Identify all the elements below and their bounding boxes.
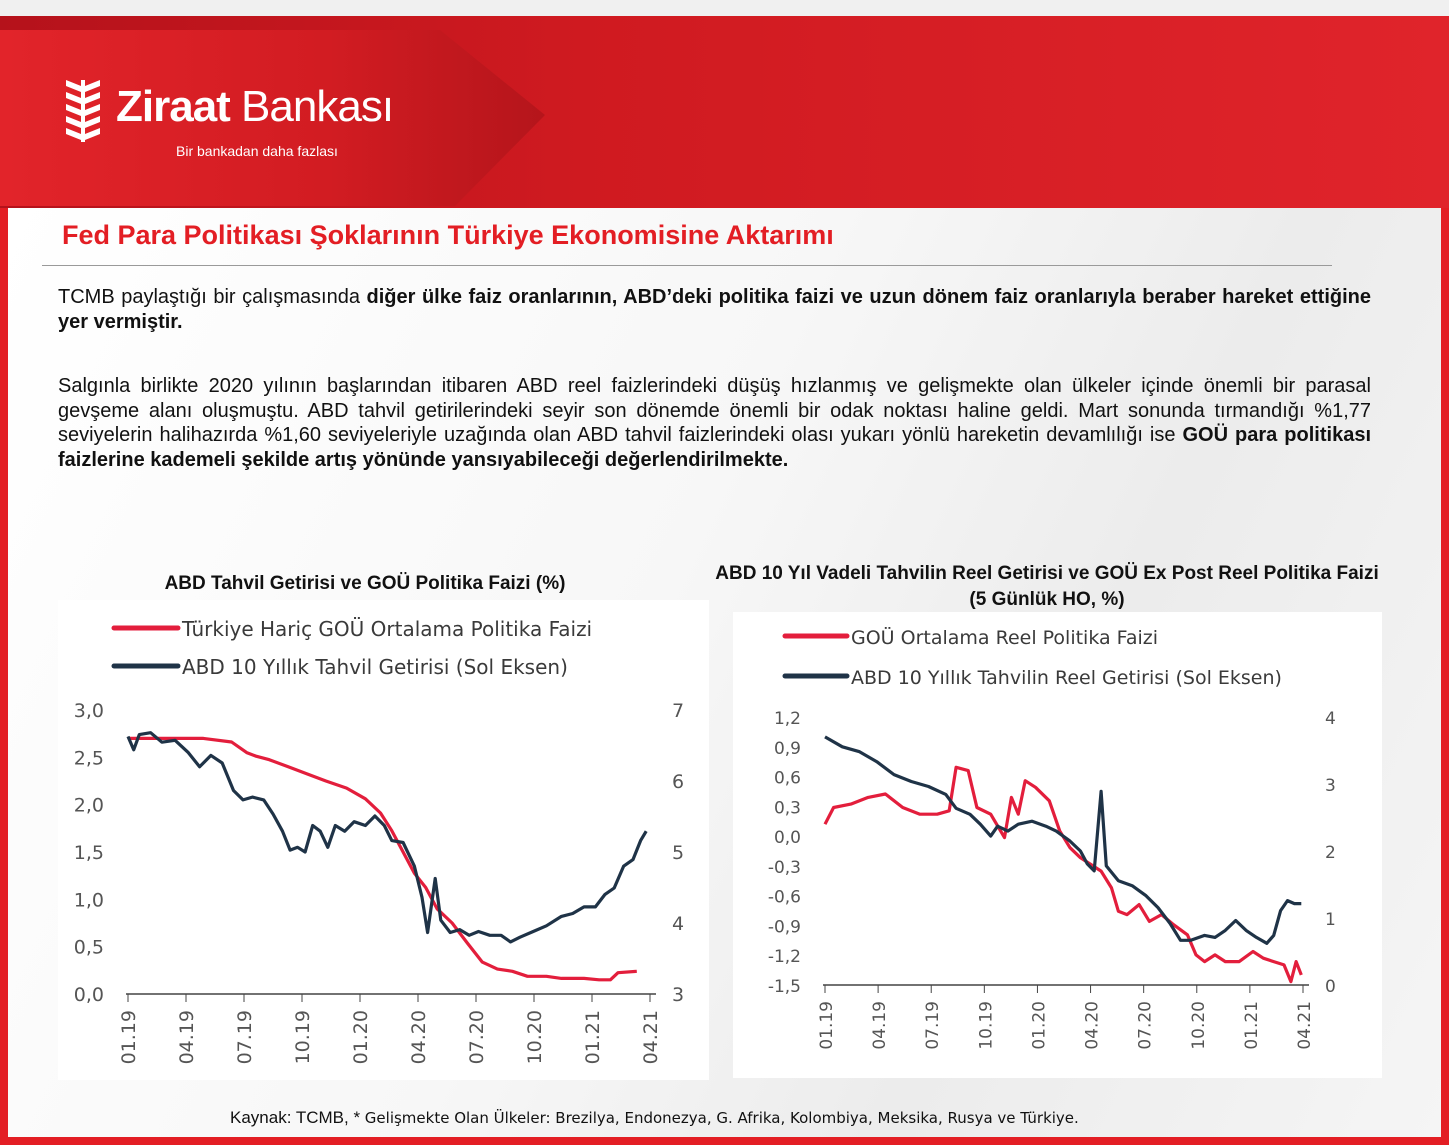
chart-1-y-right-tick: 6	[672, 771, 685, 793]
chart-2-legend-label-1: ABD 10 Yıllık Tahvilin Reel Getirisi (Sol Eksen)	[851, 667, 1282, 689]
chart-2-y-left-tick: -1,2	[767, 947, 801, 968]
chart-1-y-left-tick: 3,0	[73, 700, 104, 722]
chart-2-y-right-tick: 2	[1325, 843, 1336, 863]
chart-1-y-left-tick: 0,0	[73, 984, 104, 1006]
chart-2-y-left-tick: 0,9	[773, 738, 801, 759]
chart-1-legend-label-1: ABD 10 Yıllık Tahvil Getirisi (Sol Eksen)	[182, 655, 568, 679]
chart-2-y-left-tick: -1,5	[767, 977, 801, 997]
left-border	[0, 208, 8, 1145]
chart-1-y-left-tick: 2,0	[73, 794, 104, 817]
brand-name	[116, 82, 393, 132]
chart-1-series-line-0	[128, 738, 637, 979]
chart-2-series-line-0	[825, 767, 1301, 981]
chart-2-y-left-tick: 0,0	[773, 828, 801, 849]
paragraph-2-text: Salgınla birlikte 2020 yılının başlarından itibaren ABD reel faizlerindeki düşüş hızlanmış ve gelişmekte olan ülkeler içinde önemli bir parasal gevşeme alanı oluşmuştu. ABD tahvil getirilerindeki seyir son dönemde önemli bir odak noktası haline geldi. Mart sonunda tırmandığı %1,77 seviyelerin halihazırda %1,60 seviyeleriyle uzağında olan ABD tahvil faizlerindeki olası yukarı yönlü hareketin devamlılığı ise	[58, 375, 1371, 446]
chart-1-x-tick-label: 07.20	[466, 1010, 488, 1065]
chart-2-y-right-tick: 4	[1325, 709, 1336, 729]
title-divider	[42, 265, 1332, 266]
chart-1-x-tick-label: 01.20	[350, 1010, 372, 1065]
chart-1-x-tick-label: 04.20	[408, 1010, 430, 1065]
chart-1-y-left-tick: 2,5	[73, 747, 104, 770]
source-note	[230, 1108, 1079, 1128]
chart-2-x-tick-label: 10.20	[1188, 1001, 1209, 1050]
paragraph-2-bold: GOÜ para politikası faizlerine kademeli şekilde artış yönünde yansıyabileceği değerlendirilmekte.	[58, 424, 1371, 471]
chart-2-series-line-1	[825, 737, 1301, 943]
chart-2	[733, 612, 1382, 1078]
chart-1-x-tick-label: 04.21	[640, 1010, 662, 1065]
wheat-logo-icon	[62, 78, 104, 144]
brand-name-bold: Ziraat	[116, 82, 230, 131]
chart-1-series-line-1	[128, 733, 646, 942]
chart-2-x-tick-label: 07.19	[923, 1001, 944, 1050]
chart-1-x-tick-label: 07.19	[234, 1010, 256, 1065]
chart-2-y-left-tick: 0,3	[773, 798, 801, 819]
chart-2-y-left-tick: 0,6	[773, 768, 801, 789]
chart-2-y-right-tick: 1	[1325, 910, 1336, 930]
chart-2-x-tick-label: 01.21	[1241, 1001, 1262, 1050]
chart-1-x-tick-label: 01.19	[118, 1010, 140, 1065]
chart-2-y-left-tick: 1,2	[773, 709, 801, 729]
top-strip	[0, 0, 1449, 16]
chart-1-title: ABD Tahvil Getirisi ve GOÜ Politika Faizi (%)	[164, 573, 566, 594]
chart-1-x-tick-label: 01.21	[582, 1010, 604, 1065]
brand-name-light: Bankası	[229, 82, 394, 131]
chart-2-y-right-tick: 0	[1325, 977, 1336, 997]
paragraph-1-bold: diğer ülke faiz oranlarının, ABD’deki politika faizi ve uzun dönem faiz oranlarıyla beraber hareket ettiğine yer vermiştir.	[58, 286, 1371, 333]
chart-1-legend-label-0: Türkiye Hariç GOÜ Ortalama Politika Faizi	[182, 617, 593, 641]
chart-2-x-tick-label: 04.20	[1082, 1001, 1103, 1050]
chart-1-x-tick-label: 10.20	[524, 1010, 546, 1065]
chart-2-x-tick-label: 10.19	[976, 1001, 997, 1050]
chart-1-y-left-tick: 1,0	[73, 889, 104, 912]
chart-2-x-tick-label: 07.20	[1135, 1001, 1156, 1050]
right-border	[1441, 208, 1449, 1145]
chart-2-x-tick-label: 01.19	[817, 1001, 837, 1050]
chart-1-x-tick-label: 10.19	[292, 1010, 314, 1065]
chart-1-x-tick-label: 04.19	[176, 1010, 198, 1065]
chart-2-y-left-tick: -0,3	[767, 857, 801, 878]
paragraph-1	[58, 285, 1371, 334]
source-detail: Gelişmekte Olan Ülkeler: Brezilya, Endonezya, G. Afrika, Kolombiya, Meksika, Rusya ve Türkiye.	[364, 1109, 1079, 1127]
chart-2-y-left-tick: -0,9	[767, 917, 801, 938]
page-title: Fed Para Politikası Şoklarının Türkiye Ekonomisine Aktarımı	[62, 220, 834, 250]
chart-2-legend-label-0: GOÜ Ortalama Reel Politika Faizi	[851, 627, 1159, 649]
chart-1-panel	[58, 600, 709, 1080]
chart-2-panel	[733, 612, 1382, 1078]
chart-1-y-left-tick: 0,5	[73, 936, 104, 959]
paragraph-2	[58, 374, 1371, 472]
brand-tagline: Bir bankadan daha fazlası	[176, 143, 338, 159]
chart-2-y-left-tick: -0,6	[767, 887, 801, 908]
source-label: Kaynak: TCMB, *	[230, 1108, 365, 1127]
bottom-border	[0, 1137, 1449, 1145]
chart-2-title: ABD 10 Yıl Vadeli Tahvilin Reel Getirisi ve GOÜ Ex Post Reel Politika Faizi (5 Günlük HO, %)	[715, 563, 1379, 610]
chart-2-x-tick-label: 01.20	[1029, 1001, 1050, 1050]
chart-2-x-tick-label: 04.21	[1295, 1001, 1315, 1050]
chart-1-y-left-tick: 1,5	[73, 842, 104, 864]
chart-1	[58, 600, 709, 1080]
chart-1-y-right-tick: 3	[672, 984, 685, 1006]
chart-1-y-right-tick: 5	[672, 842, 685, 864]
chart-2-x-tick-label: 04.19	[870, 1001, 891, 1050]
chart-2-y-right-tick: 3	[1325, 776, 1336, 796]
paragraph-1-text: TCMB paylaştığı bir çalışmasında	[58, 286, 367, 308]
chart-1-y-right-tick: 4	[672, 913, 685, 935]
chart-1-y-right-tick: 7	[672, 700, 685, 722]
